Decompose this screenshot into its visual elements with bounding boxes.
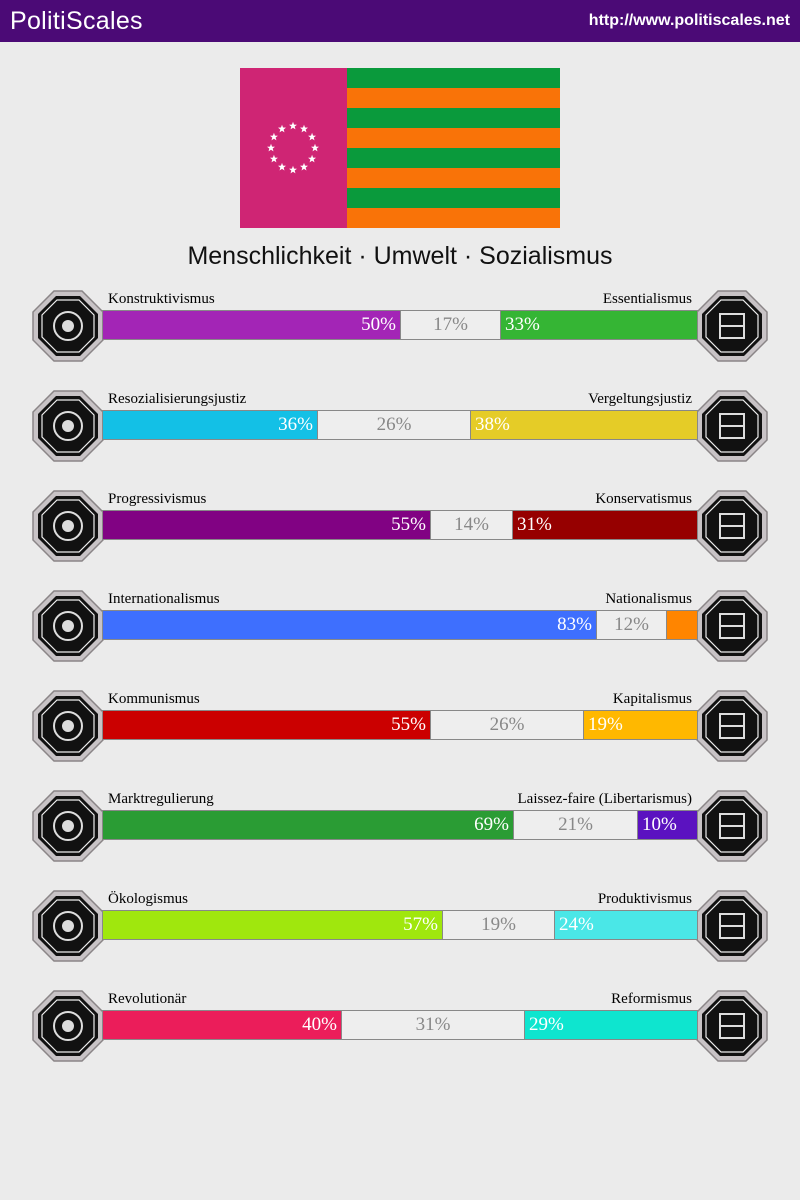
axis-bar [102, 310, 698, 340]
axis-right-label: Reformismus [611, 991, 692, 1007]
axis-bar [102, 1010, 698, 1040]
sprout-icon [32, 890, 104, 962]
axis-right-segment: 19% [584, 711, 697, 739]
axis-row [0, 590, 800, 670]
axis-left-segment: 55% [103, 511, 430, 539]
axis-bar [102, 610, 698, 640]
eye-icon [32, 290, 104, 362]
flag-icon [696, 590, 768, 662]
axis-right-segment: 31% [513, 511, 697, 539]
axis-right-segment: 38% [471, 411, 697, 439]
flower-icon [696, 290, 768, 362]
globe-icon [32, 590, 104, 662]
axis-right-segment: 33% [501, 311, 697, 339]
axis-right-label: Essentialismus [602, 291, 692, 307]
axis-left-label: Konstruktivismus [108, 291, 215, 307]
axis-neutral-segment: 14% [430, 511, 513, 539]
ruler-icon [32, 790, 104, 862]
axis-row [0, 690, 800, 770]
axis-right-label: Vergeltungsjustiz [588, 391, 692, 407]
axis-row [0, 890, 800, 970]
axis-bar [102, 510, 698, 540]
axis-neutral-segment: 31% [341, 1011, 525, 1039]
axis-right-label: Konservatismus [595, 491, 692, 507]
axis-bar [102, 810, 698, 840]
axis-neutral-segment: 26% [430, 711, 584, 739]
axis-left-label: Progressivismus [108, 491, 207, 507]
axis-row [0, 490, 800, 570]
axis-left-segment: 40% [103, 1011, 341, 1039]
axis-left-segment: 36% [103, 411, 317, 439]
axis-right-segment: 10% [638, 811, 697, 839]
axis-left-label: Kommunismus [108, 691, 200, 707]
header-bar [0, 0, 800, 42]
hammer-sickle-icon [32, 690, 104, 762]
result-flag [240, 68, 560, 228]
axis-neutral-segment: 19% [442, 911, 555, 939]
money-bag-icon [696, 690, 768, 762]
axis-right-label: Produktivismus [597, 891, 692, 907]
axis-row [0, 990, 800, 1070]
axis-right-segment [667, 611, 697, 639]
axis-neutral-segment: 17% [400, 311, 501, 339]
axis-left-segment: 50% [103, 311, 400, 339]
axis-neutral-segment: 26% [317, 411, 471, 439]
axis-left-label: Internationalismus [108, 591, 220, 607]
result-slogan: Menschlichkeit · Umwelt · Sozialismus [187, 242, 613, 270]
ballot-icon [696, 990, 768, 1062]
axis-row [0, 790, 800, 870]
quill-icon [696, 490, 768, 562]
butterfly-icon [696, 790, 768, 862]
axis-right-label: Laissez-faire (Libertarismus) [517, 791, 692, 807]
prison-bars-icon [696, 390, 768, 462]
axis-right-label: Kapitalismus [612, 691, 692, 707]
axis-left-segment: 55% [103, 711, 430, 739]
axis-left-segment: 69% [103, 811, 513, 839]
axis-left-segment: 57% [103, 911, 442, 939]
axis-bar [102, 410, 698, 440]
axis-neutral-segment: 21% [513, 811, 638, 839]
axis-left-label: Marktregulierung [108, 791, 214, 807]
axis-left-label: Revolutionär [108, 991, 187, 1007]
axis-left-segment: 83% [103, 611, 596, 639]
axis-row [0, 290, 800, 370]
axis-left-label: Ökologismus [108, 891, 189, 907]
axis-right-segment: 24% [555, 911, 697, 939]
axis-bar [102, 710, 698, 740]
fist-icon [32, 990, 104, 1062]
handshake-icon [32, 390, 104, 462]
telescope-icon [32, 490, 104, 562]
flag-canton [240, 68, 347, 228]
gear-icon [696, 890, 768, 962]
axis-right-segment: 29% [525, 1011, 697, 1039]
brand-title[interactable]: PolitiScales [10, 6, 143, 35]
site-url-link[interactable]: http://www.politiscales.net [588, 12, 790, 29]
axis-left-label: Resozialisierungsjustiz [108, 391, 247, 407]
axis-right-label: Nationalismus [605, 591, 692, 607]
axis-neutral-segment: 12% [596, 611, 667, 639]
axis-row [0, 390, 800, 470]
axis-bar [102, 910, 698, 940]
